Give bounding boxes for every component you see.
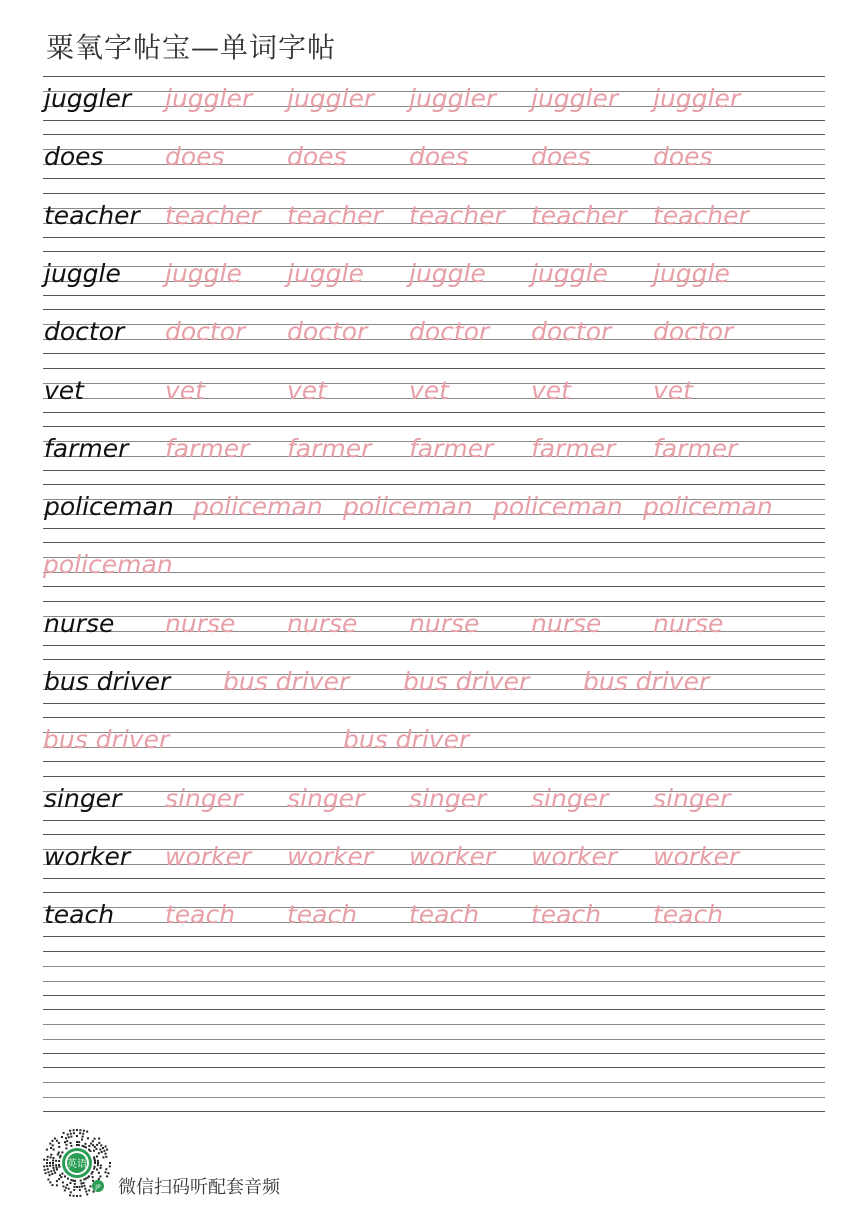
- trace-word: teacher: [531, 200, 627, 230]
- model-word: farmer: [44, 433, 129, 463]
- trace-word: worker: [409, 841, 496, 871]
- trace-word: vet: [653, 375, 693, 405]
- trace-word: bus driver: [223, 667, 350, 696]
- trace-word: doctor: [409, 317, 490, 347]
- practice-row: [43, 426, 825, 484]
- trace-word: worker: [287, 841, 374, 871]
- trace-word: nurse: [531, 608, 602, 638]
- practice-row: [43, 309, 825, 367]
- trace-word: does: [409, 142, 469, 172]
- trace-word: does: [531, 142, 591, 172]
- trace-word: teacher: [409, 200, 505, 230]
- trace-word: nurse: [287, 608, 358, 638]
- trace-word: farmer: [165, 433, 250, 463]
- model-word: teach: [44, 900, 115, 930]
- model-word: worker: [44, 841, 131, 871]
- trace-word: bus driver: [343, 725, 470, 755]
- trace-word: vet: [287, 375, 327, 405]
- practice-row: [43, 1067, 825, 1125]
- trace-word: juggle: [409, 258, 486, 288]
- trace-word: farmer: [409, 433, 494, 463]
- model-word: bus driver: [44, 667, 171, 696]
- practice-row: [43, 601, 825, 659]
- trace-word: teacher: [287, 200, 383, 230]
- trace-word: juggle: [165, 258, 242, 288]
- trace-word: vet: [165, 375, 205, 405]
- trace-word: juggler: [409, 84, 497, 113]
- trace-word: juggler: [653, 84, 741, 113]
- trace-word: teach: [287, 900, 358, 930]
- trace-word: nurse: [653, 608, 724, 638]
- trace-word: singer: [287, 783, 365, 813]
- practice-row: [43, 951, 825, 1009]
- trace-word: nurse: [165, 608, 236, 638]
- trace-word: does: [165, 142, 225, 172]
- trace-word: teach: [531, 900, 602, 930]
- practice-row: [43, 776, 825, 834]
- practice-row: [43, 542, 825, 600]
- practice-row: [43, 1009, 825, 1067]
- model-word: teacher: [44, 200, 140, 230]
- trace-word: juggler: [531, 84, 619, 113]
- trace-word: doctor: [653, 317, 734, 347]
- practice-row: [43, 717, 825, 775]
- practice-row: [43, 659, 825, 717]
- trace-word: nurse: [409, 608, 480, 638]
- trace-word: bus driver: [403, 667, 530, 696]
- trace-word: singer: [165, 783, 243, 813]
- practice-row: [43, 193, 825, 251]
- trace-word: bus driver: [43, 725, 170, 755]
- model-word: policeman: [44, 492, 174, 522]
- model-word: vet: [44, 375, 84, 405]
- footer-caption: 微信扫码听配套音频: [118, 1177, 280, 1198]
- trace-word: policeman: [643, 492, 773, 522]
- trace-word: juggler: [165, 84, 253, 113]
- trace-word: policeman: [343, 492, 473, 522]
- model-word: doctor: [44, 317, 125, 347]
- page-title: 粟氧字帖宝—单词字帖: [46, 31, 337, 64]
- trace-word: juggle: [287, 258, 364, 288]
- trace-word: farmer: [287, 433, 372, 463]
- trace-word: farmer: [653, 433, 738, 463]
- trace-word: teacher: [165, 200, 261, 230]
- trace-word: teach: [653, 900, 724, 930]
- qr-badge-label: 英语: [67, 1159, 87, 1170]
- trace-word: worker: [531, 841, 618, 871]
- trace-word: singer: [409, 783, 487, 813]
- model-word: juggler: [44, 84, 132, 113]
- trace-word: bus driver: [583, 667, 710, 696]
- model-word: juggle: [44, 258, 121, 288]
- trace-word: singer: [653, 783, 731, 813]
- qr-code-icon: [42, 1128, 112, 1198]
- ruled-line: [43, 1111, 825, 1112]
- practice-row: [43, 484, 825, 542]
- practice-sheet: [43, 76, 825, 1116]
- trace-word: policeman: [43, 550, 173, 580]
- trace-word: teacher: [653, 200, 749, 230]
- trace-word: doctor: [165, 317, 246, 347]
- trace-word: teach: [409, 900, 480, 930]
- practice-row: [43, 251, 825, 309]
- trace-word: vet: [531, 375, 571, 405]
- trace-word: worker: [653, 841, 740, 871]
- practice-row: [43, 76, 825, 134]
- trace-word: juggler: [287, 84, 375, 113]
- model-word: nurse: [44, 608, 115, 638]
- trace-word: juggle: [653, 258, 730, 288]
- trace-word: juggle: [531, 258, 608, 288]
- trace-word: policeman: [193, 492, 323, 522]
- trace-word: does: [287, 142, 347, 172]
- trace-word: teach: [165, 900, 236, 930]
- model-word: does: [44, 142, 104, 172]
- trace-word: policeman: [493, 492, 623, 522]
- trace-word: vet: [409, 375, 449, 405]
- model-word: singer: [44, 783, 122, 813]
- practice-row: [43, 134, 825, 192]
- practice-row: [43, 834, 825, 892]
- trace-word: does: [653, 142, 713, 172]
- practice-row: [43, 368, 825, 426]
- qr-corner-label: JP: [95, 1184, 101, 1191]
- trace-word: doctor: [287, 317, 368, 347]
- trace-word: singer: [531, 783, 609, 813]
- trace-word: farmer: [531, 433, 616, 463]
- practice-row: [43, 892, 825, 950]
- trace-word: doctor: [531, 317, 612, 347]
- trace-word: worker: [165, 841, 252, 871]
